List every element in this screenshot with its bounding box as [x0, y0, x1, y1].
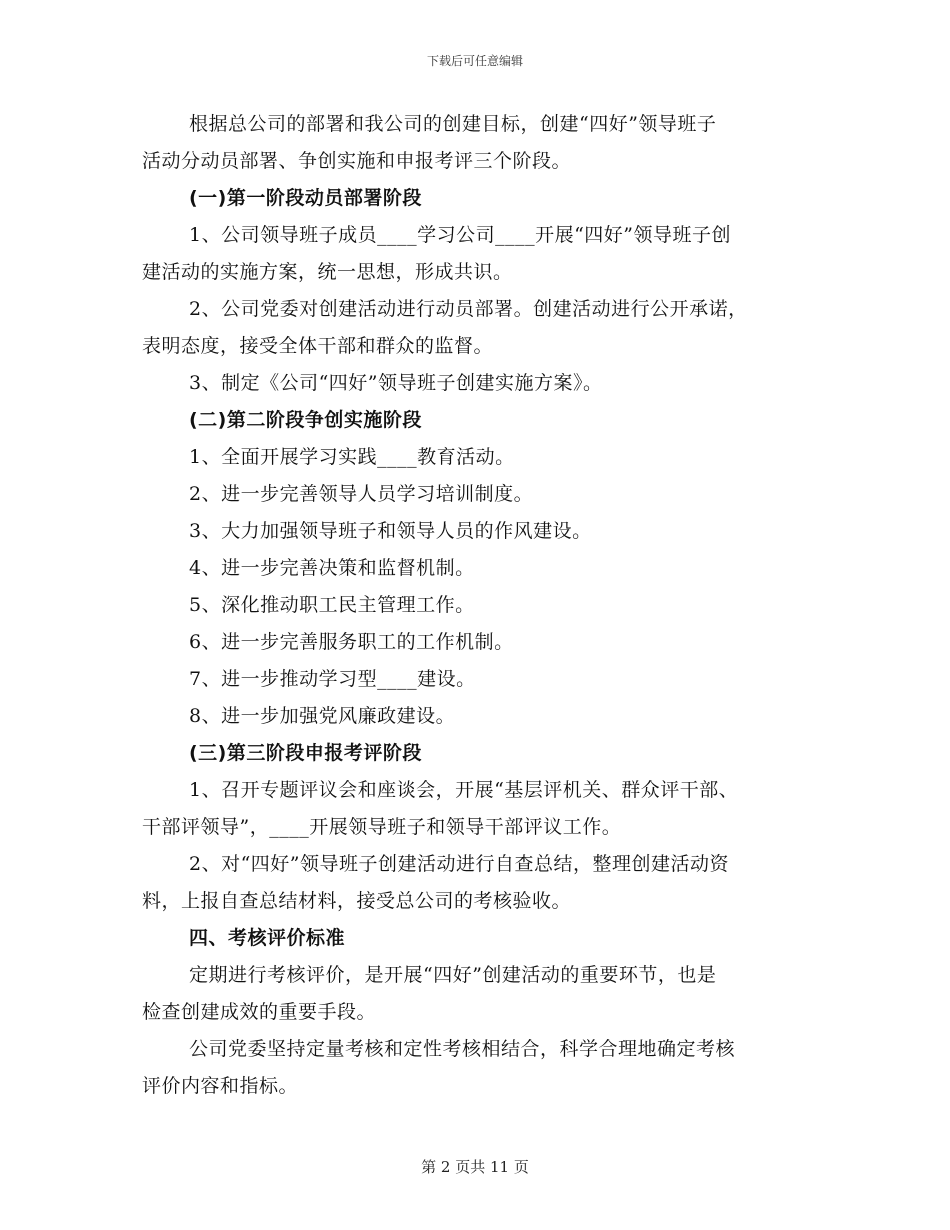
- list-item: 2、对“四好”领导班子创建活动进行自查总结，整理创建活动资: [189, 853, 730, 875]
- list-item: 6、进一步完善服务职工的工作机制。: [189, 631, 514, 653]
- page-footer: 第 2 页共 11 页: [421, 1158, 529, 1176]
- list-item: 1、公司领导班子成员____学习公司____开展“四好”领导班子创: [189, 224, 732, 246]
- list-item-continuation: 建活动的实施方案，统一思想，形成共识。: [142, 261, 513, 283]
- list-item: 8、进一步加强党风廉政建设。: [189, 705, 456, 727]
- list-item: 1、全面开展学习实践____教育活动。: [189, 446, 515, 468]
- paragraph-line: 检查创建成效的重要手段。: [142, 1001, 377, 1023]
- paragraph-line: 活动分动员部署、争创实施和申报考评三个阶段。: [142, 150, 572, 172]
- paragraph-line: 根据总公司的部署和我公司的创建目标，创建“四好”领导班子: [189, 113, 717, 135]
- paragraph-line: 定期进行考核评价，是开展“四好”创建活动的重要环节，也是: [189, 964, 717, 986]
- list-item-continuation: 表明态度，接受全体干部和群众的监督。: [142, 335, 494, 357]
- section-heading: (二)第二阶段争创实施阶段: [189, 409, 422, 431]
- list-item: 1、召开专题评议会和座谈会，开展“基层评机关、群众评干部、: [189, 779, 739, 801]
- paragraph-line: 评价内容和指标。: [142, 1075, 299, 1097]
- list-item: 4、进一步完善决策和监督机制。: [189, 557, 475, 579]
- list-item: 7、进一步推动学习型____建设。: [189, 668, 476, 690]
- list-item: 2、公司党委对创建活动进行动员部署。创建活动进行公开承诺，: [189, 298, 748, 320]
- section-heading: (一)第一阶段动员部署阶段: [189, 187, 422, 209]
- list-item-continuation: 干部评领导”，____开展领导班子和领导干部评议工作。: [142, 816, 622, 838]
- document-body: [142, 106, 808, 1105]
- list-item: 5、深化推动职工民主管理工作。: [189, 594, 475, 616]
- list-item: 3、制定《公司“四好”领导班子创建实施方案》。: [189, 372, 603, 394]
- list-item: 3、大力加强领导班子和领导人员的作风建设。: [189, 520, 592, 542]
- list-item-continuation: 料，上报自查总结材料，接受总公司的考核验收。: [142, 890, 572, 912]
- paragraph-line: 公司党委坚持定量考核和定性考核相结合，科学合理地确定考核: [189, 1038, 736, 1060]
- list-item: 2、进一步完善领导人员学习培训制度。: [189, 483, 534, 505]
- section-heading: (三)第三阶段申报考评阶段: [189, 742, 422, 764]
- section-heading: 四、考核评价标准: [189, 927, 346, 949]
- page-header: 下载后可任意编辑: [426, 54, 523, 68]
